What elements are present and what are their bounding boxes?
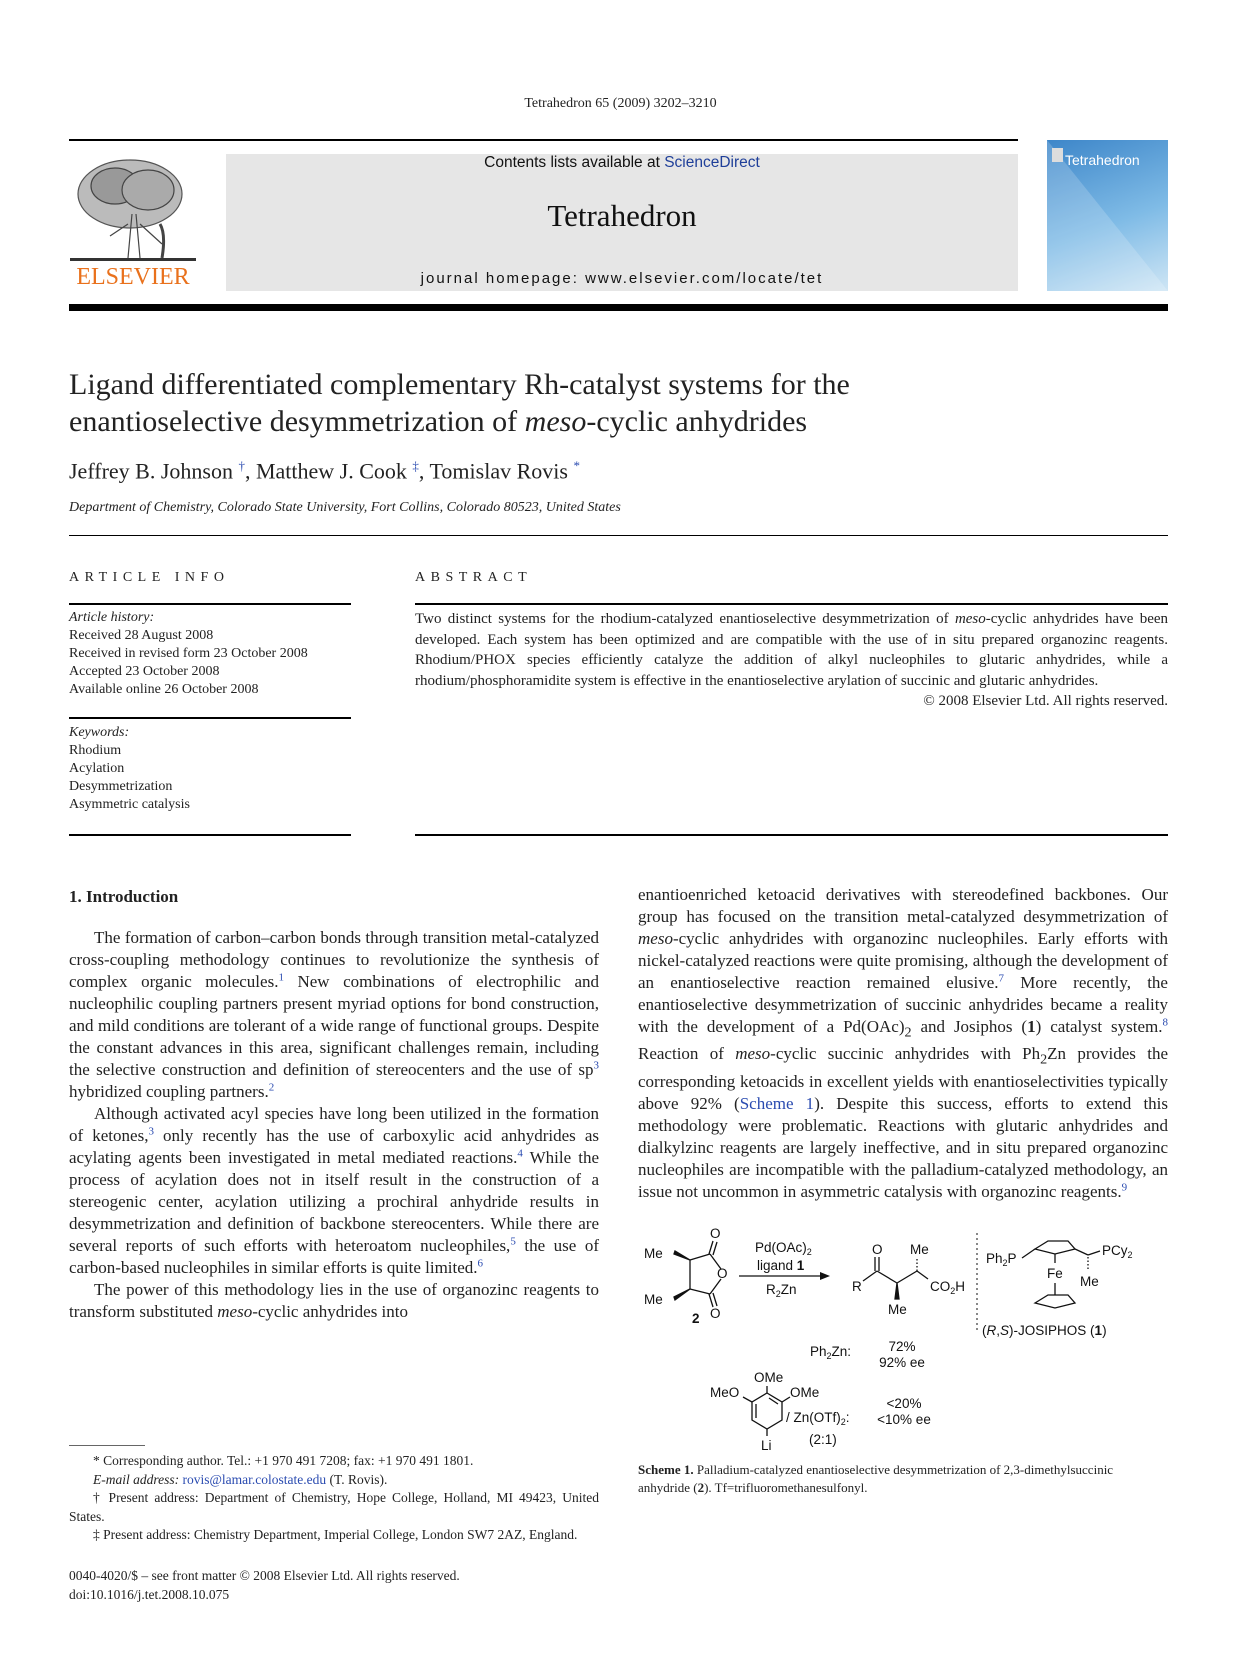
left-column-text — [69, 927, 599, 1323]
subscript: 2 — [904, 1024, 912, 1041]
keywords-label: Keywords: — [69, 725, 130, 740]
methyl-label: Me — [644, 1291, 663, 1307]
title-text: enantioselective desymmetrization of — [69, 405, 525, 438]
phosphine-label: $Ph_2P$ — [986, 1250, 1017, 1268]
history-label: Article history: — [69, 610, 155, 625]
right-column-text — [638, 884, 1168, 1203]
abstract — [415, 609, 1168, 712]
phosphine-label: PCy$_2$ — [1102, 1242, 1133, 1260]
reagent-label: $Pd(OAc)_2$ — [755, 1239, 812, 1257]
text-run: -cyclic anhydrides into — [252, 1302, 408, 1321]
italic-run: meso — [638, 929, 673, 948]
oxygen-label: O — [710, 1225, 721, 1241]
author-name: Jeffrey B. Johnson — [69, 458, 233, 484]
reagent-label: / $Zn(OTf)_2$: — [786, 1409, 850, 1427]
methyl-label: Me — [888, 1301, 907, 1317]
ligand-label: ligand 1 — [757, 1257, 805, 1273]
title-text: -cyclic anhydrides — [586, 405, 808, 438]
reference-link[interactable]: 6 — [477, 1257, 484, 1270]
abstract-text — [415, 609, 1168, 691]
right-column — [638, 884, 1168, 1497]
methoxy-label: MeO — [710, 1384, 740, 1400]
text-run: -cyclic anhydrides with organozinc nucleophiles. Early efforts with nickel-catalyzed reactions were quite promising, although the development of an enantioselective reaction remained elusive. — [638, 929, 1168, 992]
reagent-label: $Ph_2Zn$: — [810, 1343, 852, 1361]
doi-line[interactable]: doi:10.1016/j.tet.2008.10.075 — [69, 1586, 230, 1602]
yield-value: <20% — [886, 1395, 922, 1411]
text-run: (T. Rovis). — [326, 1471, 388, 1487]
issn-line: 0040-4020/$ – see front matter © 2008 Elsevier Ltd. All rights reserved. — [69, 1568, 460, 1583]
divider — [415, 834, 1168, 836]
text-run: New combinations of electrophilic and nucleophilic coupling partners present myriad options for bond construction, and mild conditions are tolerant of a wide range of functional groups. Despite the constant advances in this area, significant challenges remain, including the selective construction and definition of stereocenters and the use of sp — [69, 972, 599, 1079]
scheme-caption — [638, 1461, 1168, 1497]
reference-link[interactable]: 7 — [998, 972, 1005, 985]
compound-number: 2 — [692, 1310, 700, 1326]
text-run: -cyclic succinic anhydrides with Ph — [770, 1044, 1041, 1064]
inline-link[interactable]: Scheme 1 — [739, 1093, 815, 1113]
title-italic: meso — [524, 405, 587, 438]
text-run: hybridized coupling partners. — [69, 1082, 269, 1101]
abstract-copyright: © 2008 Elsevier Ltd. All rights reserved. — [923, 693, 1168, 709]
footnotes — [69, 1452, 599, 1545]
title-line-1: Ligand differentiated complementary Rh-catalyst systems for the — [69, 368, 850, 401]
text-run: Two distinct systems for the rhodium-catalyzed enantioselective desymmetrization of — [415, 611, 955, 627]
history-item: Received 28 August 2008 — [69, 628, 214, 643]
ee-value: 92% ee — [879, 1354, 925, 1370]
header-top-rule — [69, 139, 1018, 141]
ratio-label: (2:1) — [809, 1431, 837, 1447]
keyword: Rhodium — [69, 743, 122, 758]
iron-label: Fe — [1047, 1265, 1063, 1281]
yield-value: 72% — [888, 1338, 916, 1354]
text-run: only recently has the use of carboxylic acid anhydrides as acylating agents been investigated in metal mediated reactions. — [69, 1126, 600, 1167]
reference-link[interactable]: 5 — [510, 1235, 516, 1248]
subscript: 2 — [1040, 1051, 1048, 1068]
contents-line — [226, 154, 1018, 172]
reference-link[interactable]: 3 — [148, 1125, 154, 1138]
article-info-heading: ARTICLE INFO — [69, 570, 230, 585]
history-item: Received in revised form 23 October 2008 — [69, 646, 308, 661]
text-run: Reaction of — [638, 1044, 736, 1064]
left-column — [69, 886, 599, 1604]
spacer — [69, 1323, 599, 1445]
page-footer — [69, 1567, 599, 1604]
footnote — [69, 1452, 599, 1471]
oxygen-label: O — [872, 1241, 883, 1257]
italic-run: E-mail address: — [93, 1471, 183, 1487]
author-name: Tomislav Rovis — [429, 458, 568, 484]
oxygen-label: O — [710, 1305, 721, 1321]
reference-link[interactable]: 1 — [278, 971, 284, 984]
history-item: Available online 26 October 2008 — [69, 682, 259, 697]
paragraph — [69, 1279, 599, 1323]
divider — [415, 603, 1168, 605]
italic-run: meso — [217, 1302, 253, 1321]
methyl-label: Me — [910, 1241, 929, 1257]
footnote — [69, 1471, 599, 1490]
reference-link[interactable]: 8 — [1162, 1016, 1169, 1029]
journal-homepage[interactable]: journal homepage: www.elsevier.com/locate/tet — [420, 270, 824, 287]
elsevier-tree-icon — [70, 154, 196, 266]
header-bottom-rule — [69, 304, 1168, 311]
text-run: Although activated acyl species have long been utilized in the formation of ketones, — [69, 1104, 599, 1145]
sciencedirect-link[interactable]: ScienceDirect — [664, 154, 760, 171]
cover-logo-icon — [1052, 148, 1063, 162]
caption-text: Palladium-catalyzed enantioselective desymmetrization of 2,3-dimethylsuccinic anhydride ( — [638, 1461, 1114, 1495]
anhydride-structure — [674, 1241, 721, 1307]
abstract-heading: ABSTRACT — [415, 570, 533, 585]
superscript: 3 — [593, 1059, 599, 1072]
footnote-rule — [69, 1445, 145, 1446]
text-run: † Present address: Department of Chemistry, Hope College, Holland, MI 49423, United States. — [69, 1490, 599, 1524]
paragraph — [69, 927, 599, 1103]
lithium-label: Li — [761, 1437, 772, 1453]
footnote — [69, 1526, 599, 1545]
divider — [69, 603, 351, 605]
history-item: Accepted 23 October 2008 — [69, 664, 220, 679]
reference-link[interactable]: 4 — [517, 1147, 523, 1160]
author-name: Matthew J. Cook — [255, 458, 407, 484]
author-mark[interactable]: ‡ — [412, 458, 419, 473]
divider — [69, 717, 351, 719]
paragraph — [69, 1103, 599, 1279]
oxygen-label: O — [717, 1265, 728, 1281]
text-run: Zn provides the corresponding ketoacids in excellent yields with enantioselectivities typically above 92% ( — [638, 1044, 1168, 1113]
author-mark[interactable]: * — [573, 458, 580, 473]
text-run: While the process of acylation does not in itself result in the construction of a stereogenic center, acylation utilizing a prochiral anhydride results in desymmetrization and definition of backbone stereocenters. While there are several reports of such efforts with heteroatom nucleophiles, — [69, 1148, 599, 1255]
text-run: enantioenriched ketoacid derivatives with stereodefined backbones. Our group has focused on the transition metal-catalyzed desymmetrization of — [638, 885, 1168, 926]
text-run: the use of carbon-based nucleophiles in similar efforts is quite limited. — [69, 1236, 599, 1277]
keywords — [69, 724, 190, 814]
reference-link[interactable]: 9 — [1121, 1181, 1128, 1194]
keyword: Desymmetrization — [69, 779, 173, 794]
elsevier-wordmark: ELSEVIER — [76, 264, 190, 290]
author-mark[interactable]: † — [238, 458, 245, 473]
italic-run: meso — [735, 1044, 771, 1064]
italic-run: meso — [954, 611, 986, 627]
methoxy-label: OMe — [754, 1369, 784, 1385]
contents-prefix: Contents lists available at — [484, 154, 665, 171]
caption-compound: 2 — [697, 1479, 705, 1495]
reference-link[interactable]: 2 — [268, 1081, 275, 1094]
carboxylic-acid-label: $CO_2H$ — [930, 1278, 966, 1296]
text-run: The power of this methodology lies in the use of organozinc reagents to transform substituted — [69, 1280, 599, 1321]
caption-label: Scheme 1. — [638, 1461, 694, 1477]
methyl-label: Me — [1080, 1273, 1099, 1289]
paragraph — [638, 884, 1168, 1203]
journal-cover — [1047, 140, 1168, 291]
footnote — [69, 1489, 599, 1526]
text-run: More recently, the enantioselective desymmetrization of succinic anhydrides became a reality with the development of a Pd(OAc) — [638, 973, 1168, 1036]
cover-title: Tetrahedron — [1065, 152, 1140, 168]
r-group-label: R — [852, 1278, 862, 1294]
methoxy-label: OMe — [790, 1384, 820, 1400]
keyword: Acylation — [69, 761, 125, 776]
divider — [69, 535, 1168, 536]
ketoacid-structure — [863, 1257, 928, 1299]
journal-name: Tetrahedron — [547, 198, 697, 233]
text-run: -cyclic anhydrides have been developed. Each system has been optimized and are compatible with the use of in situ prepared organozinc reagents. Rhodium/PHOX species efficiently catalyze the addition of alkyl nucleophiles to glutaric anhydrides, while a rhodium/phosphoramidite system is effective in the enantioselective arylation of succinic and glutaric anhydrides. — [415, 611, 1169, 689]
caption-text: ). Tf=trifluoromethanesulfonyl. — [704, 1479, 868, 1495]
journal-citation: Tetrahedron 65 (2009) 3202–3210 — [524, 96, 717, 111]
title-line-2 — [69, 403, 1169, 440]
text-run: The formation of carbon–carbon bonds through transition metal-catalyzed cross-coupling methodology continues to revolutionize the synthesis of complex organic molecules. — [69, 928, 599, 991]
affiliation: Department of Chemistry, Colorado State University, Fort Collins, Colorado 80523, United States — [69, 500, 621, 515]
arrowhead-icon — [820, 1272, 830, 1280]
divider — [69, 834, 351, 836]
keyword: Asymmetric catalysis — [69, 797, 190, 812]
text-run: and Josiphos ( — [911, 1017, 1028, 1036]
scheme-1 — [630, 1221, 1170, 1457]
josiphos-label: (R,S)-JOSIPHOS (1) — [982, 1322, 1107, 1338]
methyl-label: Me — [644, 1245, 663, 1261]
inline-link[interactable]: rovis@lamar.colostate.edu — [182, 1471, 327, 1487]
article-history — [69, 609, 308, 699]
text-run: ) catalyst system. — [1035, 1017, 1163, 1036]
section-heading: 1. Introduction — [69, 887, 179, 906]
aryllithium-structure — [743, 1386, 790, 1436]
author-list: Jeffrey B. Johnson †, Matthew J. Cook ‡, Tomislav Rovis * — [69, 458, 580, 484]
text-run: ). Despite this success, efforts to extend this methodology were problematic. Reactions with glutaric anhydrides and dialkylzinc reagents are largely ineffective, and in situ prepared organozinc nucleophiles are incompatible with the palladium-catalyzed methodology, an issue not uncommon in asymmetric catalysis with organozinc reagents. — [638, 1093, 1169, 1201]
ee-value: <10% ee — [877, 1411, 931, 1427]
text-run: * Corresponding author. Tel.: +1 970 491 7208; fax: +1 970 491 1801. — [93, 1453, 474, 1469]
elsevier-logo — [70, 154, 196, 294]
reagent-label: $R_2Zn$ — [766, 1281, 797, 1299]
bold-run: 1 — [1027, 1017, 1036, 1036]
article-title — [69, 366, 1169, 440]
text-run: ‡ Present address: Chemistry Department, Imperial College, London SW7 2AZ, England. — [93, 1527, 578, 1543]
